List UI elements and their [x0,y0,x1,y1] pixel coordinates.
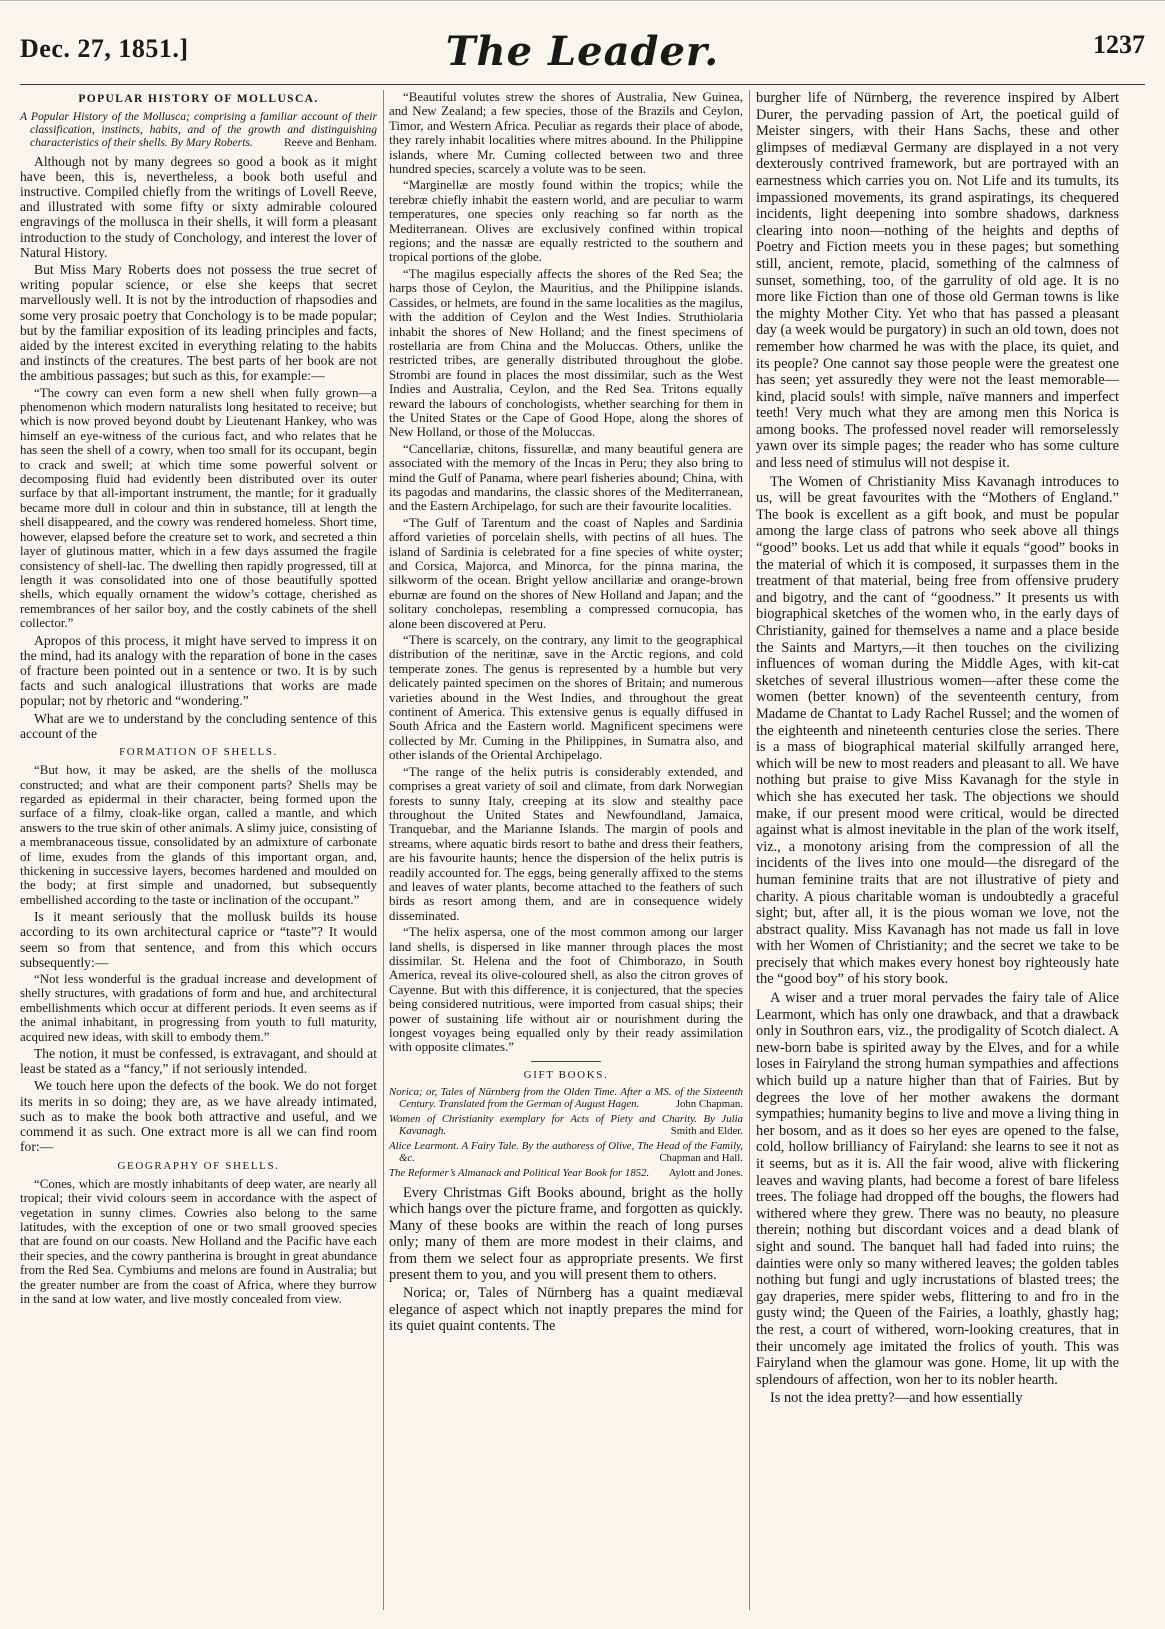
quotation: “Beautiful volutes strew the shores of Australia, New Guinea, and New Zealand; a few species, those of the Brazils and Ceylon, Timor, and Western Africa. Peculiar as regards their place of abode, they rarely inhabit localities where mitres abound. In the Philippine islands, where Mr. Cuming collected between two and three hundred species, scarcely a volute was to be seen. [389,90,743,177]
column-divider [383,90,384,1610]
subheading: GEOGRAPHY OF SHELLS. [117,1159,280,1172]
citation-publisher: Chapman and Hall. [659,1152,743,1165]
citation-title: Norica; or, Tales of Nürnberg from the Olden Time. After a MS. of the Sixteenth Century. Translated from the German of August Hagen. [389,1086,743,1111]
column-divider [749,90,750,1610]
citation-publisher: Reeve and Benham. [283,135,377,149]
masthead-rule [20,84,1145,85]
quotation: “Not less wonderful is the gradual increase and development of shelly structures, with gradations of form and hue, and architectural embellishments which occur at different periods. It even seems as if the animal inhabitant, in progressing from youth to full maturity, acquired new ideas, with skill to embody them.” [20,972,377,1044]
quotation: “The range of the helix putris is considerably extended, and comprises a great variety of soil and climate, from dark Norwegian forests to sunny Italy, creeping at its slow and stealthy pace throughout the United States and Newfoundland, Jamaica, Tranquebar, and the Marianne Islands. The margin of pools and streams, where aquatic birds resort to bathe and dress their feathers, are his favourite haunts; hence the dispersion of the helix putris is readily accounted for. The eggs, being generally affixed to the stems and leaves of water plants, become attached to the feathers of such birds as resort among them, and are in consequence widely disseminated. [389,764,743,923]
paragraph: burgher life of Nürnberg, the reverence inspired by Albert Durer, the pervading passion of Art, the poetical guild of Meister singers, with their Hans Sachs, these and other glimpses of mediæval Germany are displayed in a not very dexterously contrived framework, but are portrayed with an earnestness which carries you on. Not Life and its tumults, its impassioned movements, its grand aspiratings, its chequered incidents, light deepening into sombre shadows, darkness clearing into noon—nothing of the heights and depths of Poetry and Fiction meets you in these pages; but something still, ancient, remote, placid, something of the calmness of sunset, something, too, of the garrulity of old age. It is no more like Fiction than one of those old German towns is like the mighty Mother City. Yet who that has passed a pleasant day (a week would be purgatory) in such an old town, does not remember how charmed he was with the place, its quiet, and its people? One cannot say those people were the greatest one has seen; yet assuredly they were not the least memorable—kind, placid souls! with simple, naïve manners and imperfect teeth! Very much what they are among men this Norica is among books. The professed novel reader will remorselessly yawn over its simple pages; the reader who has some culture and less need of stimulus will not despise it. [756,90,1119,472]
citation-title: Alice Learmont. A Fairy Tale. By the authoress of Olive, The Head of the Family, &c. [389,1140,743,1165]
review-heading: POPULAR HISTORY OF MOLLUSCA. [78,93,319,105]
gift-book-citation [389,1113,743,1137]
paragraph: Apropos of this process, it might have served to impress it on the mind, had its analogy with the reparation of bone in the cases of fracture been pointed out in a sentence or two. It is by such facts and such analogical illustrations that works are made popular; not by rhetoric and “wondering.” [20,632,377,709]
citation-title: A Popular History of the Mollusca; comprising a familiar account of their classification, instincts, habits, and of the growth and distinguishing characteristics of their shells. By Mary Roberts. [20,110,377,149]
column-3 [756,90,1119,1620]
quotation: “The Gulf of Tarentum and the coast of Naples and Sardinia afford varieties of porcelain shells, with pectins of all hues. The island of Sardinia is celebrated for a fine species of white oyster; and Corsica, Majorca, and Minorca, for the pinna marina, the silkworm of the ocean. Bright yellow ancillariæ and orange-brown eburnæ are found on the shores of New Holland and Japan; and the solitary concholepas, resembling a compressed cornucopia, has alone been discovered at Peru. [389,515,743,631]
gift-book-citation [389,1140,743,1164]
paragraph: Every Christmas Gift Books abound, bright as the holly which hangs over the picture frame, and forgotten as quickly. Many of these books are within the reach of long purses only; many of them are more modest in their claims, and from them we select four as appropriate presents. We first present them to you, and you will present them to others. [389,1185,743,1284]
citation-publisher: John Chapman. [675,1098,743,1111]
paragraph: What are we to understand by the concluding sentence of this account of the [20,710,377,741]
subheading: FORMATION OF SHELLS. [119,745,278,758]
quotation: “Cones, which are mostly inhabitants of deep water, are nearly all tropical; their vivid colours seem in accordance with the aspect of vegetation in sunny climes. Cowries also belong to the same latitudes, with the exception of one or two small grooved species that are found on our coasts. New Holland and the Pacific have each their species, and the cowry pantherina is brought in great abundance from the Red Sea. Cymbiums and melons are found in Australia; but the greater number are from the coast of Africa, where they burrow in the sand at low water, and live mostly concealed from view. [20,1176,377,1306]
paragraph: Is not the idea pretty?—and how essentially [770,1390,1023,1407]
citation-publisher: Smith and Elder. [670,1125,743,1138]
paragraph: But Miss Mary Roberts does not possess the true secret of writing popular science, or else she keeps that secret marvellously well. It is not by the introduction of rhapsodies and some very prosaic poetry that Conchology is to be made popular; but by the familiar exposition of its leading principles and facts, aided by the interest excited in everything relating to the habits and instincts of the creatures. The best parts of her book are not the ambitious passages; but such as this, for example:— [20,262,377,384]
page-number: 1237 [1093,30,1145,59]
masthead [20,28,1145,84]
paragraph: Is it meant seriously that the mollusk builds its house according to its own architectural caprice or “taste”? It would seem so from that sentence, and from this which occurs subsequently:— [20,909,377,970]
page-top-edge [0,0,1165,5]
newspaper-title: The Leader. [445,28,720,75]
paragraph: The notion, it must be confessed, is extravagant, and should at least be stated as a “fancy,” if not seriously intended. [20,1046,377,1077]
paragraph: Norica; or, Tales of Nürnberg has a quaint mediæval elegance of aspect which not inaptly prepares the mind for its quiet quaint contents. The [389,1285,743,1335]
paragraph: A wiser and a truer moral pervades the fairy tale of Alice Learmont, which has only one drawback, and that a drawback only in Southron ears, viz., the prodigality of Scotch dialect. A new-born babe is spirited away by the Elves, and for a while loses in Fairyland the strong human sympathies and affections which build up a nature higher than that of Fairies. But by degrees the love of her mother awakens the dormant sympathies; humanity begins to live and move a living thing in her bosom, and as it does so her eyes are opened to the false, cold, hollow brilliancy of Fairyland: she learns to see it not as it seems, but as it is. All the fair wood, alive with flickering leaves and waving plants, had become a forest of bare lifeless trees. The foliage had dropped off the boughs, the flowers had withered where they grew. There was no beauty, no pleasure therein; nothing but discordant voices and a dead blank of sight and sound. The banquet hall had faded into ruins; the dainties were only so many withered leaves; the golden tables nothing but fungi and ugly incrustations of blasted trees; the gay draperies, mere spider webs, flittering to and fro in the gusty wind; the Queen of the Fairies, a loathly, ghastly hag; the rest, a court of withered, worn-looking creatures, that in their uncomely age imitated the frolics of youth. This was Fairyland when the glamour was gone. Home, lit up with the splendours of affection, won her to its nobler hearth. [756,990,1119,1388]
quotation: “The cowry can even form a new shell when fully grown—a phenomenon which modern naturalists long hesitated to receive; but which is now proved beyond doubt by Lieutenant Hankey, who was himself an eye-witness of the curious fact, and who relates that he has seen the shell of a cowry, when too small for its occupant, begin to crack and swell; at which time some powerful solvent or decomposing fluid had evidently been distributed over its outer surface by that all-important instrument, the mantle; for it gradually became more dull in colour and thin in substance, till at length the shell disappeared, and the cowry was rendered homeless. Short time, however, elapsed before the creature set to work, and secreted a thin layer of glutinous matter, which in a few days assumed the fragile consistency of shell-lac. The dwelling then rapidly progressed, till at length it was consolidated into one of those beautifully spotted shells, which equally ornament the widow’s cottage, cherished as remembrances of her sailor boy, and the costly cabinets of the shell collector.” [20,385,377,631]
citation-title: Women of Christianity exemplary for Acts of Piety and Charity. By Julia Kavanagh. [389,1113,743,1138]
quotation: “But how, it may be asked, are the shells of the mollusca constructed; and what are their component parts? Shells may be regarded as epidermal in their character, being formed upon the surface of a filmy, cloak-like organ, called a mantle, and which answers to the true skin of other animals. A slimy juice, consisting of a membranaceous tissue, consolidated by an admixture of carbonate of lime, exudes from the glands of this important organ, and, thickening in successive layers, becomes hardened and moulded on the body; at first simple and unadorned, but subsequently embellished according to the taste or inclination of the occupant.” [20,763,377,907]
quotation: “Cancellariæ, chitons, fissurellæ, and many beautiful genera are associated with the memory of the Incas in Peru; they also bring to mind the Gulf of Panama, where pearl fisheries abound; China, with its pagodas and mandarins, the classic shores of the Mediterranean, and the Eastern Archipelago, for such are their favourite localities. [389,441,743,514]
paragraph: The Women of Christianity Miss Kavanagh introduces to us, will be great favourites with the “Mothers of England.” The book is excellent as a gift book, and must be popular among the large class of patrons who seek above all things “good” books. Let us add that while it equals “good” books in the material of which it is composed, it surpasses them in the treatment of that material, being free from offensive prudery and bigotry, and the cant of “goodness.” It presents us with biographical sketches of the women who, in the early days of Christianity, gained for themselves a name and a place beside the Saints and Martyrs,—it then touches on the civilizing influences of woman during the Middle Ages, with kit-cat sketches of several illustrious women—after these come the women (better known) of the seventeenth century, from Madame de Chantat to Lady Rachel Russel; and the women of the eighteenth and nineteenth centuries close the series. There is a mass of biographical material skilfully arranged here, which will be new to most readers and pleasant to all. We have nothing but praise to give Miss Kavanagh for the style in which she has executed her task. The objections we should make, if our present mood were critical, would be directed against what is almost inevitable in the plan of the work itself, viz., a monotony arising from the compression of all the incidents of the lives into one mould—the disregard of the human feminine traits that are not illustrative of piety and charity. A pious charitable woman is undoubtedly a graceful sight; but, after all, it is the pious woman we love, not the abstract quality. Miss Kavanagh has not made us fall in love with her Women of Christianity; and the secret we take to be precisely that which makes every honest boy righteously hate the “good boy” of his story book. [756,473,1119,988]
column-1 [20,90,377,1620]
citation-title: The Reformer’s Almanack and Political Year Book for 1852. [389,1167,650,1180]
gift-book-citation [389,1086,743,1110]
gift-books-heading: GIFT BOOKS. [523,1068,609,1081]
quotation: “The helix aspersa, one of the most common among our larger land shells, is dispersed in like manner through places the most dissimilar. St. Helena and the foot of Chimborazo, in South America, reveal its olive-coloured shell, as also the citron groves of Cayenne. But with this difference, it is conjectured, that the species being considered nutritious, were imported from casual ships; their power of sustaining life without air or nourishment during the longest voyages being equalled only by their ready assimilation with opposite climates.” [389,925,743,1055]
paragraph: We touch here upon the defects of the book. We do not forget its merits in so doing; they are, as we have already intimated, such as to make the book both attractive and useful, and we commend it as such. One extract more is all we can find room for:— [20,1078,377,1155]
quotation: “The magilus especially affects the shores of the Red Sea; the harps those of Ceylon, the Mauritius, and the Philippine islands. Cassides, or helmets, are found in the same localities as the magilus, with the addition of Ceylon and the West Indies. Struthiolaria inhabit the shores of New Holland; and the finest specimens of rostellaria are from China and the Moluccas. Others, unlike the restricted tribes, are generally distributed throughout the globe. Strombi are found in places the most dissimilar, such as the West Indies and Australia, Ceylon, and the Red Sea. Tritons equally reward the labours of conchologists, whether searching for them in the United States or the Cape of Good Hope, along the shores of New Holland, or those of the Moluccas. [389,266,743,440]
gift-book-citation [389,1167,743,1179]
column-2 [389,90,743,1620]
citation-publisher: Aylott and Jones. [668,1167,743,1180]
section-rule [531,1061,601,1062]
quotation: “There is scarcely, on the contrary, any limit to the geographical distribution of the neritinæ, save in the Arctic regions, and cold temperate zones. The genus is represented by a humble but very delicately painted specimen on the shores of Britain; and numerous varieties abound in the West Indies, and throughout the great continent of America. This extensive genus is equally diffused in South Africa and the Eastern world. Magnificent specimens were collected by Mr. Cuming in the Philippines, in Sumatra also, and other islands of the Oriental Archipelago. [389,633,743,763]
book-citation [20,111,377,149]
quotation: “Marginellæ are mostly found within the tropics; while the terebræ chiefly inhabit the eastern world, and are peculiar to warm temperatures, one species only reaching so far north as the Mediterranean. Olives are exclusively confined within tropical regions; and the nassæ are equally restricted to the southern and tropical portions of the globe. [389,178,743,265]
issue-date: Dec. 27, 1851.] [20,34,189,63]
paragraph: Although not by many degrees so good a book as it might have been, this is, nevertheless, a book both useful and instructive. Compiled chiefly from the writings of Lovell Reeve, and illustrated with some fifty or sixty admirable coloured engravings of the mollusca in their shells, it will form a pleasant introduction to the study of Conchology, and interest the lover of Natural History. [20,153,377,260]
